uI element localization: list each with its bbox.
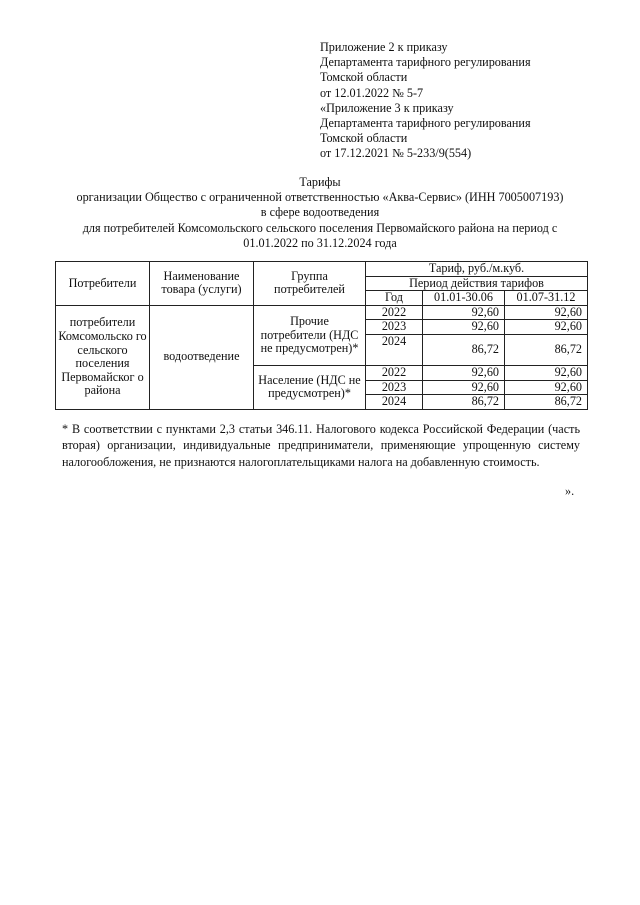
header-year: Год bbox=[366, 291, 423, 306]
year-cell: 2024 bbox=[366, 395, 423, 410]
appendix-line: Департамента тарифного регулирования bbox=[320, 55, 531, 70]
value-cell: 92,60 bbox=[423, 305, 505, 320]
appendix-line: Департамента тарифного регулирования bbox=[320, 116, 531, 131]
header-half1: 01.01-30.06 bbox=[423, 291, 505, 306]
group-cell: Прочие потребители (НДС не предусмотрен)* bbox=[254, 305, 366, 365]
header-group: Группа потребителей bbox=[254, 262, 366, 306]
appendix-line: Приложение 2 к приказу bbox=[320, 40, 448, 54]
value-cell: 86,72 bbox=[423, 334, 505, 365]
value-cell: 92,60 bbox=[505, 365, 588, 380]
year-cell: 2023 bbox=[366, 380, 423, 395]
value-cell: 86,72 bbox=[505, 395, 588, 410]
document-heading bbox=[40, 175, 600, 251]
vat-footnote: * В соответствии с пунктами 2,3 статьи 346.11. Налогового кодекса Российской Федерации (часть вторая) организации, индивидуальные предприниматели, применяющие упрощенную систему налогообложения, не признаются налогоплательщиками налога на добавленную стоимость. bbox=[62, 422, 580, 469]
heading-line: организации Общество с ограниченной ответственностью «Аква-Сервис» (ИНН 7005007193) bbox=[76, 190, 564, 205]
appendix-line: Томской области bbox=[320, 131, 408, 146]
year-cell: 2022 bbox=[366, 365, 423, 380]
header-consumers: Потребители bbox=[56, 262, 150, 306]
header-product: Наименование товара (услуги) bbox=[150, 262, 254, 306]
header-half2: 01.07-31.12 bbox=[505, 291, 588, 306]
consumer-cell: потребители Комсомольско го сельского поселения Первомайског о района bbox=[56, 305, 150, 409]
header-period: Период действия тарифов bbox=[366, 276, 588, 291]
value-cell: 86,72 bbox=[423, 395, 505, 410]
appendix-reference bbox=[320, 40, 620, 162]
group-cell: Население (НДС не предусмотрен)* bbox=[254, 365, 366, 409]
appendix-line: Томской области bbox=[320, 70, 408, 85]
heading-line: в сфере водоотведения bbox=[260, 205, 380, 220]
appendix-line: «Приложение 3 к приказу bbox=[320, 100, 454, 115]
year-cell: 2024 bbox=[366, 334, 423, 365]
appendix-line: от 17.12.2021 № 5-233/9(554) bbox=[320, 146, 472, 161]
heading-line: для потребителей Комсомольского сельского поселения Первомайского района на период с bbox=[82, 220, 558, 235]
value-cell: 92,60 bbox=[423, 380, 505, 395]
table-row bbox=[56, 305, 588, 320]
tariff-table bbox=[55, 261, 588, 410]
year-cell: 2023 bbox=[366, 320, 423, 335]
product-cell: водоотведение bbox=[150, 305, 254, 409]
value-cell: 86,72 bbox=[505, 334, 588, 365]
year-cell: 2022 bbox=[366, 305, 423, 320]
value-cell: 92,60 bbox=[423, 365, 505, 380]
value-cell: 92,60 bbox=[423, 320, 505, 335]
appendix-line: от 12.01.2022 № 5-7 bbox=[320, 85, 424, 100]
heading-title: Тарифы bbox=[299, 175, 341, 189]
value-cell: 92,60 bbox=[505, 305, 588, 320]
value-cell: 92,60 bbox=[505, 320, 588, 335]
closing-quote: ». bbox=[565, 484, 575, 498]
header-tariff: Тариф, руб./м.куб. bbox=[366, 262, 588, 277]
heading-line: 01.01.2022 по 31.12.2024 года bbox=[243, 235, 397, 250]
value-cell: 92,60 bbox=[505, 380, 588, 395]
